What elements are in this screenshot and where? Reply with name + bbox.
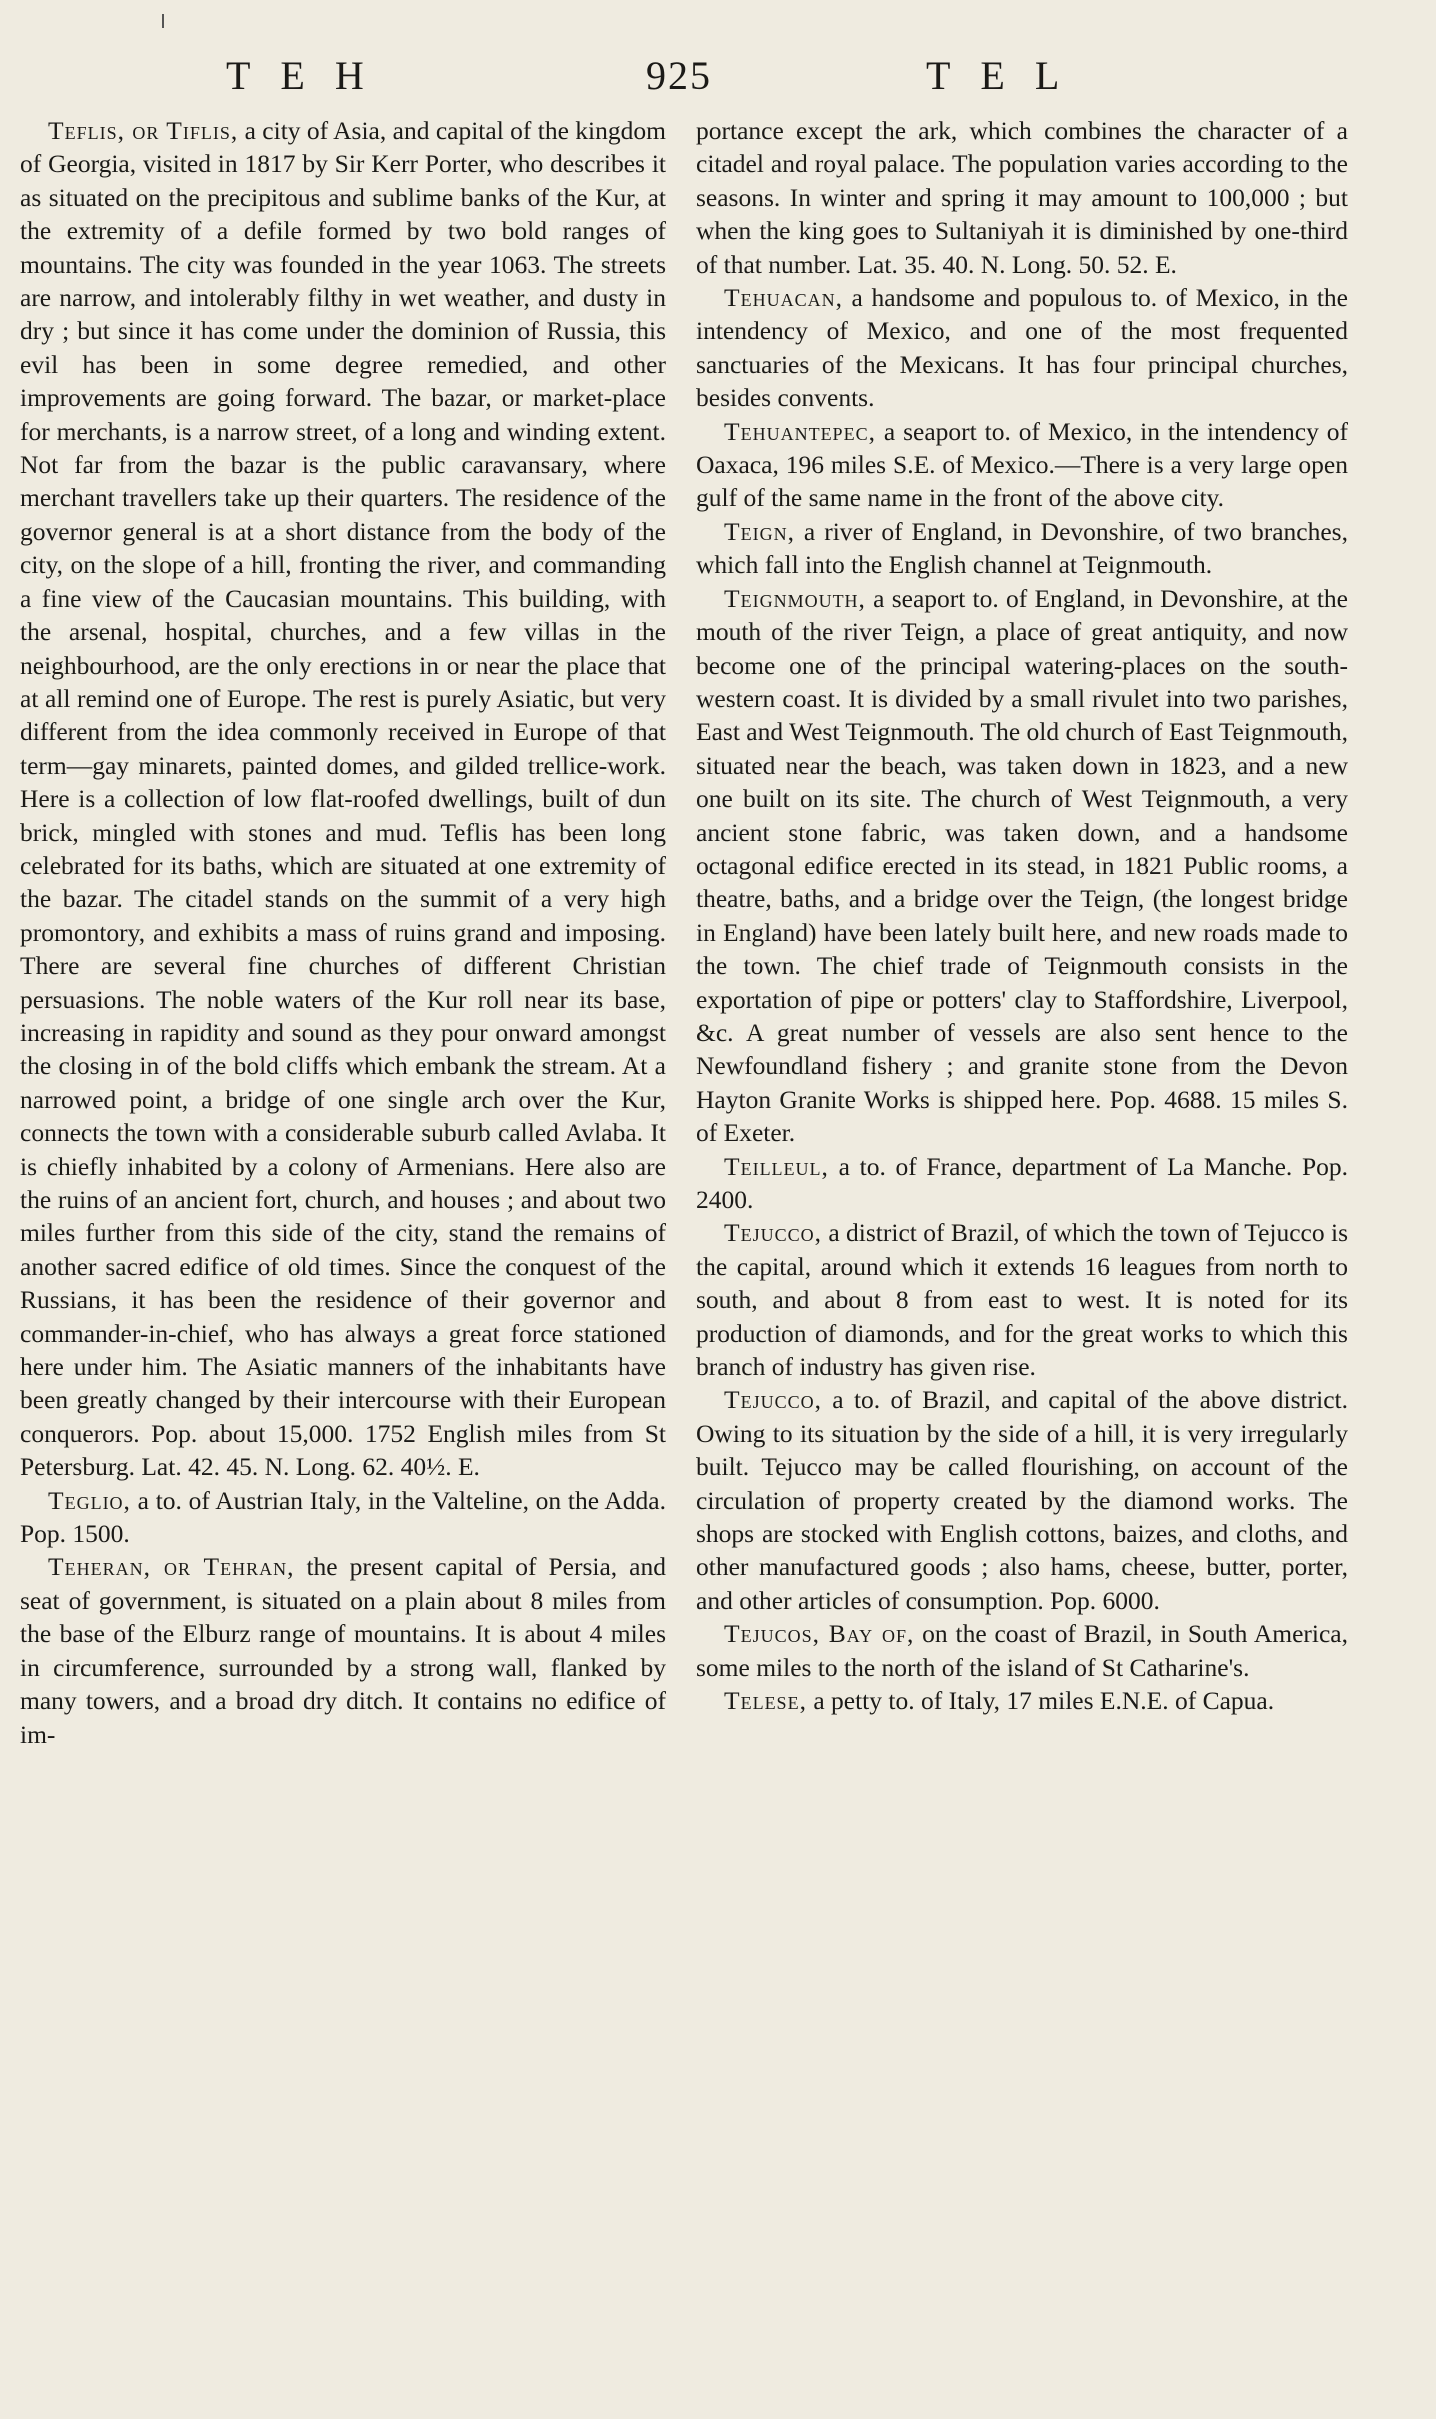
entry-text: a seaport to. of Mexico, in the intendency of Oaxaca, 196 miles S.E. of Mexico.—There is a very large open gulf of the same name in the front of the above city. (696, 416, 1348, 513)
entry-text: the present capital of Persia, and seat of government, is situated on a plain about 8 miles from the base of the Elburz range of mountains. It is about 4 miles in circumference, surrounded by a strong wall, flanked by many towers, and a broad dry ditch. It contains no edifice of im- (20, 1552, 666, 1749)
entry-teheran-continued (696, 114, 1348, 281)
entry-headword: Tejucco, (724, 1385, 822, 1415)
entry-tejucco-district (696, 1216, 1348, 1383)
entry-text: a handsome and populous to. of Mexico, in the intendency of Mexico, and one of the most frequented sanctuaries of the Mexicans. It has four principal churches, besides convents. (696, 283, 1348, 413)
page-number: 925 (646, 53, 712, 98)
entry-text: a to. of France, department of La Manche. Pop. 2400. (696, 1151, 1348, 1214)
running-head (0, 52, 1436, 112)
entry-headword: Teheran, or Tehran, (48, 1552, 295, 1582)
entry-text: on the coast of Brazil, in South America, some miles to the north of the island of St Catharine's. (696, 1619, 1348, 1682)
entry-headword: Teilleul, (724, 1151, 829, 1181)
entry-headword: Tejucco, (724, 1218, 822, 1248)
print-mark (162, 14, 164, 28)
entry-tehuacan (696, 281, 1348, 415)
entry-tejucos-bay (696, 1617, 1348, 1684)
entry-tehuantepec (696, 415, 1348, 515)
entry-headword: Telese, (724, 1686, 807, 1716)
entry-telese (696, 1684, 1348, 1717)
entry-teglio (20, 1484, 666, 1551)
entry-headword: Tehuantepec, (724, 416, 876, 446)
entry-text: a to. of Brazil, and capital of the above district. Owing to its situation by the side of a hill, it is very irregularly built. Tejucco may be called flourishing, on account of the circulation of property created by the diamond works. The shops are stocked with English cottons, baizes, and cloths, and other manufactured goods ; also hams, cheese, butter, porter, and other articles of consumption. Pop. 6000. (696, 1385, 1348, 1615)
entry-text: a city of Asia, and capital of the kingdom of Georgia, visited in 1817 by Sir Kerr Porter, who describes it as situated on the precipitous and sublime banks of the Kur, at the extremity of a defile formed by two bold ranges of mountains. The city was founded in the year 1063. The streets are narrow, and intolerably filthy in wet weather, and dusty in dry ; but since it has come under the dominion of Russia, this evil has been in some degree remedied, and other improvements are going forward. The bazar, or market-place for merchants, is a narrow street, of a long and winding extent. Not far from the bazar is the public caravansary, where merchant travellers take up their quarters. The residence of the governor general is at a short distance from the body of the city, on the slope of a hill, fronting the river, and commanding a fine view of the Caucasian mountains. This building, with the arsenal, hospital, churches, and a few villas in the neighbourhood, are the only erections in or near the place that at all remind one of Europe. The rest is purely Asiatic, but very different from the idea commonly received in Europe of that term—gay minarets, painted domes, and gilded trellice-work. Here is a collection of low flat-roofed dwellings, built of dun brick, mingled with stones and mud. Teflis has been long celebrated for its baths, which are situated at one extremity of the bazar. The citadel stands on the summit of a very high promontory, and exhibits a mass of ruins grand and imposing. There are several fine churches of different Christian persuasions. The noble waters of the Kur roll near its base, increasing in rapidity and sound as they pour onward amongst the closing in of the bold cliffs which embank the stream. At a narrowed point, a bridge of one single arch over the Kur, connects the town with a considerable suburb called Avlaba. It is chiefly inhabited by a colony of Armenians. Here also are the ruins of an ancient fort, church, and houses ; and about two miles further from this side of the city, stand the remains of another sacred edifice of old times. Since the conquest of the Russians, it has been the residence of their governor and commander-in-chief, who has always a great force stationed here under him. The Asiatic manners of the inhabitants have been greatly changed by their intercourse with their European conquerors. Pop. about 15,000. 1752 English miles from St Petersburg. Lat. 42. 45. N. Long. 62. 40½. E. (20, 116, 666, 1482)
entry-teflis (20, 114, 666, 1484)
entry-text: a seaport to. of England, in Devonshire, at the mouth of the river Teign, a place of great antiquity, and now become one of the principal watering-places on the south-western coast. It is divided by a small rivulet into two parishes, East and West Teignmouth. The old church of East Teignmouth, situated near the beach, was taken down in 1823, and a new one built on its site. The church of West Teignmouth, a very ancient stone fabric, was taken down, and a handsome octagonal edifice erected in its stead, in 1821 Public rooms, a theatre, baths, and a bridge over the Teign, (the longest bridge in England) have been lately built here, and new roads made to the town. The chief trade of Teignmouth consists in the exportation of pipe or potters' clay to Staffordshire, Liverpool, &c. A great number of vessels are also sent hence to the Newfoundland fishery ; and granite stone from the Devon Hayton Granite Works is shipped here. Pop. 4688. 15 miles S. of Exeter. (696, 583, 1348, 1148)
running-head-right: TEL (926, 53, 1090, 98)
entry-headword: Tejucos, Bay of, (724, 1619, 915, 1649)
entry-headword: Teglio, (48, 1485, 131, 1515)
right-column (696, 114, 1348, 1718)
entry-teign (696, 515, 1348, 582)
left-column (20, 114, 666, 1751)
running-head-left: TEH (226, 53, 394, 98)
entry-text: a petty to. of Italy, 17 miles E.N.E. of Capua. (806, 1686, 1275, 1716)
entry-headword: Teflis, or Tiflis, (48, 116, 239, 145)
entry-text: a river of England, in Devonshire, of two branches, which fall into the English channel at Teignmouth. (696, 516, 1348, 580)
entry-text: a to. of Austrian Italy, in the Valteline, on the Adda. Pop. 1500. (20, 1485, 666, 1549)
entry-teilleul (696, 1150, 1348, 1217)
entry-teheran (20, 1550, 666, 1750)
entry-teignmouth (696, 582, 1348, 1150)
entry-headword: Teign, (724, 516, 795, 546)
entry-tejucco-town (696, 1383, 1348, 1617)
entry-text: a district of Brazil, of which the town of Tejucco is the capital, around which it extends 16 leagues from north to south, and about 8 from east to west. It is noted for its production of diamonds, and for the great works to which this branch of industry has given rise. (696, 1218, 1348, 1382)
entry-headword: Tehuacan, (724, 283, 843, 313)
entry-text: portance except the ark, which combines the character of a citadel and royal palace. The population varies according to the seasons. In winter and spring it may amount to 100,000 ; but when the king goes to Sultaniyah it is diminished by one-third of that number. Lat. 35. 40. N. Long. 50. 52. E. (696, 116, 1348, 279)
entry-headword: Teignmouth, (724, 583, 866, 613)
